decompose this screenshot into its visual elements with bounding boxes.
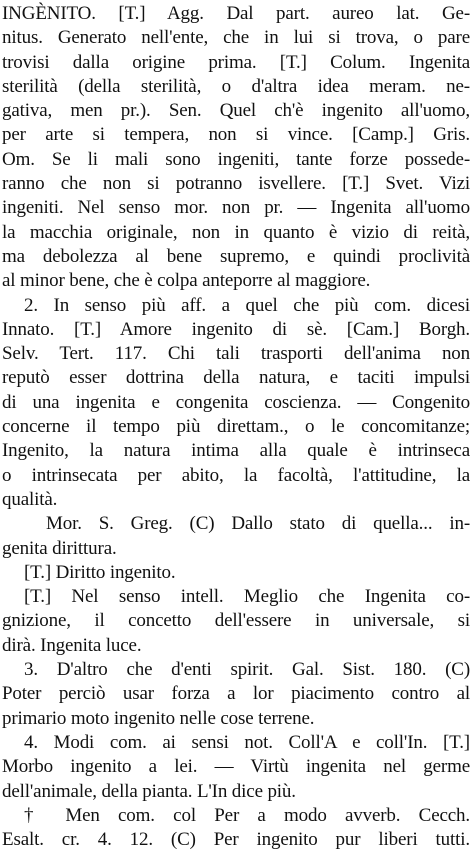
text-line: [T.] Diritto ingenito. bbox=[24, 561, 176, 583]
text-line: la macchia originale, non in quanto è vizio di reità, bbox=[2, 221, 470, 243]
text-line: Poter perciò usar forza a lor piacimento contro al bbox=[2, 683, 470, 705]
text-line: Selv. Tert. 117. Chi tali trasporti dell'anima non bbox=[2, 343, 470, 365]
text-line: 3. D'altro che d'enti spirit. Gal. Sist. 180. (C) bbox=[24, 659, 470, 681]
text-line: Esalt. cr. 4. 12. (C) Per ingenito pur liberi tutti. bbox=[2, 829, 470, 851]
text-line: al minor bene, che è colpa anteporre al maggiore. bbox=[2, 270, 371, 292]
text-line: [T.] Nel senso intell. Meglio che Ingenita co- bbox=[24, 586, 470, 608]
text-line: trovisi dalla origine prima. [T.] Colum. Ingenita bbox=[2, 51, 470, 73]
text-line: sterilità (della sterilità, o d'altra idea meram. ne- bbox=[2, 75, 470, 97]
text-line: per arte si tempera, non si vince. [Camp.] Gris. bbox=[2, 124, 470, 146]
text-line: ma debolezza al bene supremo, e quindi proclività bbox=[2, 245, 470, 267]
text-line: dirà. Ingenita luce. bbox=[2, 634, 142, 656]
text-line: reputò esser dottrina della natura, e taciti impulsi bbox=[2, 367, 470, 389]
text-line: genita dirittura. bbox=[2, 537, 117, 559]
text-line: gnizione, il concetto dell'essere in universale, si bbox=[2, 610, 470, 632]
text-line: Ingenito, la natura intima alla quale è intrinseca bbox=[2, 440, 470, 462]
text-line: ranno che non si potranno isvellere. [T.] Svet. Vizi bbox=[2, 173, 470, 195]
text-line: 4. Modi com. ai sensi not. Coll'A e coll'In. [T.] bbox=[24, 731, 470, 753]
text-line: primario moto ingenito nelle cose terrene. bbox=[2, 707, 315, 729]
text-line: qualità. bbox=[2, 488, 58, 510]
text-line: 2. In senso più aff. a quel che più com. dicesi bbox=[24, 294, 470, 316]
text-line: ingeniti. Nel senso mor. non pr. — Ingenita all'uomo bbox=[2, 197, 470, 219]
text-line: Innato. [T.] Amore ingenito di sè. [Cam.] Borgh. bbox=[2, 318, 470, 340]
text-line: † Men com. col Per a modo avverb. Cecch. bbox=[24, 804, 470, 826]
text-line: Morbo ingenito a lei. — Virtù ingenita nel germe bbox=[2, 756, 470, 778]
text-line: Om. Se li mali sono ingeniti, tante forze possede- bbox=[2, 148, 470, 170]
text-line: di una ingenita e congenita coscienza. — Congenito bbox=[2, 391, 470, 413]
text-line: concerne il tempo più direttam., o le concomitanze; bbox=[2, 416, 470, 438]
text-line: INGÈNITO. [T.] Agg. Dal part. aureo lat. Ge- bbox=[2, 3, 470, 24]
text-line: o intrinsecata per abito, la facoltà, l'attitudine, la bbox=[2, 464, 470, 486]
text-line: nitus. Generato nell'ente, che in lui si trova, o pare bbox=[2, 27, 470, 49]
text-line: Mor. S. Greg. (C) Dallo stato di quella... in- bbox=[46, 513, 470, 535]
dictionary-entry bbox=[2, 2, 470, 852]
text-line: dell'animale, della pianta. L'In dice più. bbox=[2, 780, 296, 802]
text-line: gativa, men pr.). Sen. Quel ch'è ingenito all'uomo, bbox=[2, 100, 470, 122]
